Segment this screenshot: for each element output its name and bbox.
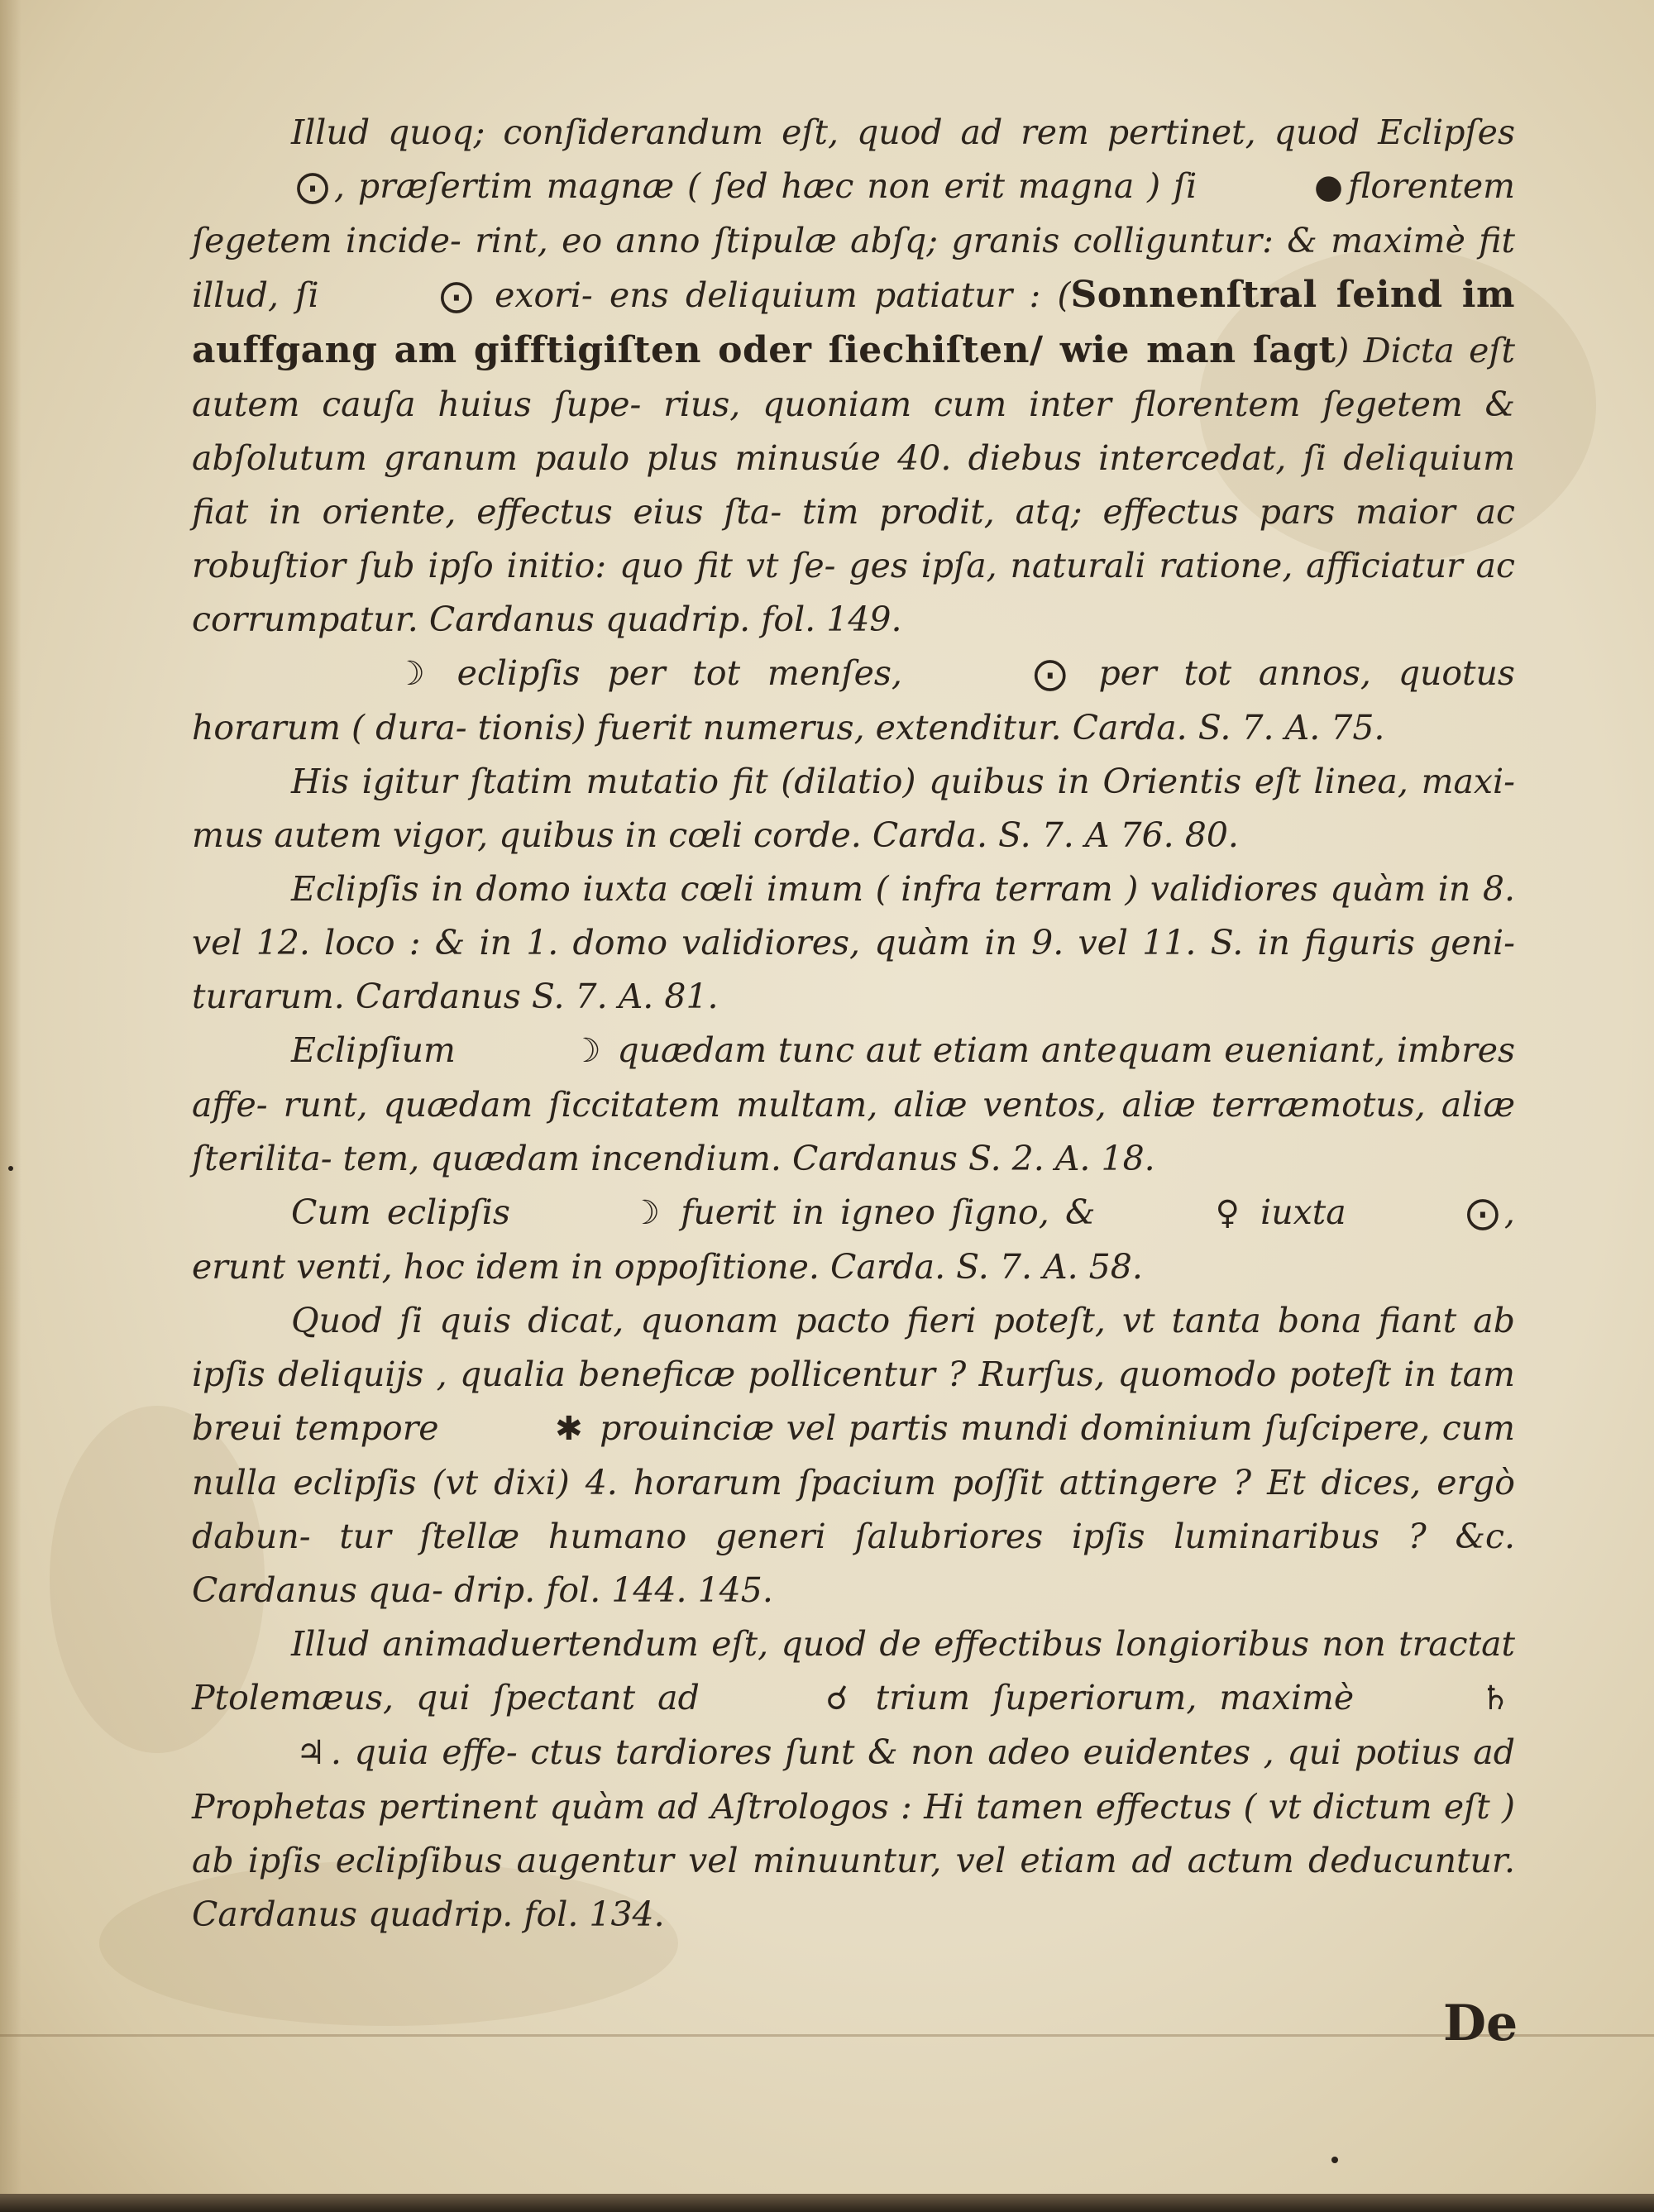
paragraph-1 xyxy=(192,106,1515,647)
text-run: eclipſis per tot menſes, xyxy=(457,653,902,693)
text-run: Illud quoq; conſiderandum eſt, quod ad rem pertinet, quod Eclipſes xyxy=(291,112,1515,152)
sextile-icon: ✱ xyxy=(555,1410,583,1448)
text-run: Eclipſis in domo iuxta cœli imum ( infra terram ) validiores quàm in 8. vel 12. loco : & in 1. domo validiores, quàm in 9. vel 11. S. in figuris geni- turarum. Cardanus S. 7. A. 81. xyxy=(192,869,1515,1016)
saturn-icon: ♄ xyxy=(1480,1679,1510,1718)
text-run: trium ſuperiorum, maximè xyxy=(875,1678,1355,1718)
text-run: . quia effe- ctus tardiores ſunt & non adeo euidentes , qui potius ad Prophetas pertinent quàm ad Aſtrologos : Hi tamen effectus ( vt dictum eſt ) ab ipſis eclipſibus augentur vel minuuntur, vel etiam ad actum deducuntur. Cardanus quadrip. fol. 134. xyxy=(192,1732,1515,1934)
sun-icon: ⨀ xyxy=(1465,1194,1499,1232)
eclipsed-sun-icon: ● xyxy=(1314,168,1344,206)
paragraph-6 xyxy=(192,1186,1515,1294)
text-run: Cum eclipſis xyxy=(291,1192,510,1232)
paragraph-2 xyxy=(192,647,1515,755)
page-crease xyxy=(0,2034,1654,2037)
text-run: exori- ens deliquium patiatur : ( xyxy=(495,275,1071,315)
moon-icon: ☽ xyxy=(395,655,425,693)
text-run: fuerit in igneo ſigno, & xyxy=(681,1192,1096,1232)
moon-icon: ☽ xyxy=(630,1194,660,1232)
page-bottom-edge xyxy=(0,2194,1654,2212)
sun-icon: ⨀ xyxy=(1033,655,1067,693)
paragraph-3 xyxy=(192,755,1515,862)
text-run: quædam tunc aut etiam antequam eueniant, imbres affe- runt, quædam ſiccitatem multam, aliæ ventos, aliæ terræmotus, aliæ ſterilita- tem, quædam incendium. Cardanus S. 2. A. 18. xyxy=(192,1030,1515,1178)
text-run: Eclipſium xyxy=(291,1030,456,1070)
text-run: florentem ſegetem incide- rint, eo anno ſtipulæ abſq; granis colliguntur: & maximè fit illud, ſi xyxy=(192,166,1515,315)
text-run: iuxta xyxy=(1260,1192,1346,1232)
text-run: per tot annos, quotus horarum ( dura- tionis) fuerit numerus, extenditur. Carda. S. 7. A. 75. xyxy=(192,653,1515,748)
ink-speck xyxy=(1331,2157,1338,2163)
text-run: Quod ſi quis dicat, quonam pacto fieri poteſt, vt tanta bona fiant ab ipſis deliquijs , qualia beneficæ pollicentur ? Rurſus, quomodo poteſt in tam breui tempore xyxy=(192,1301,1515,1448)
text-run: , præſertim magnæ ( ſed hæc non erit magna ) ſi xyxy=(334,166,1197,206)
text-run: prouinciæ vel partis mundi dominium ſuſcipere, cum nulla eclipſis (vt dixi) 4. horarum ſpacium poſſit attingere ? Et dices, ergò dabun- tur ſtellæ humano generi ſalubriores ipſis luminaribus ? &c. Cardanus qua- drip. fol. 144. 145. xyxy=(192,1408,1515,1610)
sun-icon: ⨀ xyxy=(439,277,473,315)
text-run: Illud animaduertendum eſt, quod de effectibus longioribus non tractat Ptolemæus, qui ſpectant ad xyxy=(192,1624,1515,1718)
paragraph-8 xyxy=(192,1617,1515,1942)
paragraph-7 xyxy=(192,1294,1515,1617)
page-edge-shadow xyxy=(0,0,22,2212)
paragraph-5 xyxy=(192,1024,1515,1186)
german-gloss: Sonnenſtral ſeind im auffgang am gifftigiſten oder ſiechiſten/ wie man ſagt xyxy=(192,274,1516,371)
paragraph-4 xyxy=(192,862,1515,1024)
sun-icon: ⨀ xyxy=(296,168,329,206)
conjunction-icon: ☌ xyxy=(825,1679,849,1718)
text-run: ) Dicta eſt autem cauſa huius ſupe- rius, quoniam cum inter florentem ſegetem & abſolutum granum paulo plus minusúe 40. diebus intercedat, ſi deliquium fiat in oriente, effectus eius ſta- tim prodit, atq; effectus pars maior ac robuſtior ſub ipſo initio: quo fit vt ſe- ges ipſa, naturali ratione, afficiatur ac corrumpatur. Cardanus quadrip. fol. 149. xyxy=(192,331,1516,639)
venus-icon: ♀ xyxy=(1215,1194,1240,1232)
body-text xyxy=(192,106,1515,1942)
moon-icon: ☽ xyxy=(571,1032,601,1070)
jupiter-icon: ♃ xyxy=(296,1734,326,1772)
ink-speck xyxy=(8,1166,13,1171)
catchword: De xyxy=(1443,1995,1518,2052)
text-run: His igitur ſtatim mutatio fit (dilatio) quibus in Orientis eſt linea, maxi- mus autem vigor, quibus in cœli corde. Carda. S. 7. A 76. 80. xyxy=(192,762,1515,855)
text-run: , erunt venti, hoc idem in oppoſitione. Carda. S. 7. A. 58. xyxy=(192,1192,1515,1287)
